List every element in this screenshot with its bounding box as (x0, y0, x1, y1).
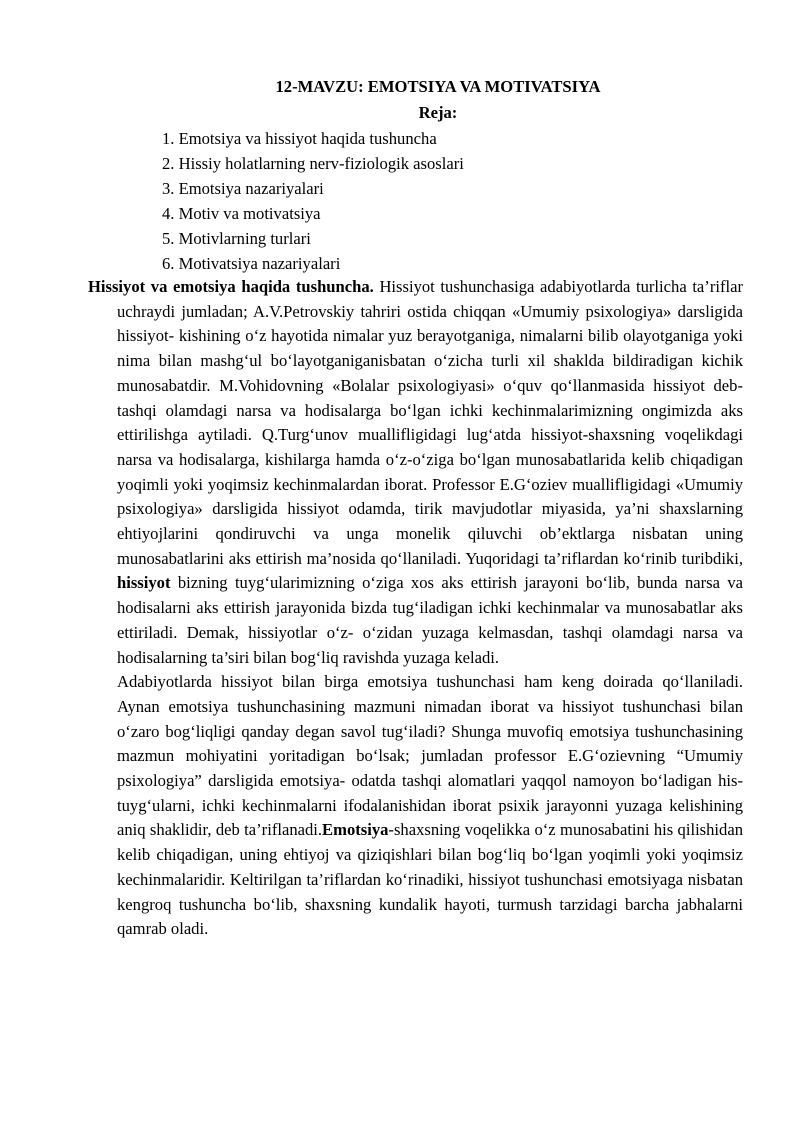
bold-term: Emotsiya (322, 820, 389, 840)
plan-item: 6. Motivatsiya nazariyalari (162, 254, 341, 273)
paragraph-text: Adabiyotlarda hissiyot bilan birga emotsiya tushunchasi ham keng doirada qo‘llaniladi. Aynan emotsiya tushunchasining mazmuni nimadan iborat va hissiyot tushunchasi bilan o‘zaro bog‘liqligi qanday degan savol tug‘iladi? Shunga muvofiq emotsiya tushunchasining mazmun mohiyatini yoritadigan bo‘lsak; jumladan professor E.G‘ozievning “Umumiy psixologiya” darsligida emotsiya- odatda tashqi alomatlari yaqqol namoyon bo‘ladigan his- tuyg‘ularni, ichki kechinmalarni ifodalanishidan iborat psixik jarayonni yuzaga kelishining aniq shaklidir, deb ta’riflanadi. (117, 672, 743, 840)
paragraph-text: bizning tuyg‘ularimizning o‘ziga xos aks ettirish jarayoni bo‘lib, bunda narsa va hodisalarni aks ettirish jarayonida bizda tug‘iladigan ichki kechinmalar va munosabatlar aks ettiriladi. Demak, hissiyotlar o‘z- o‘zidan yuzaga kelmasdan, tashqi olamdagi narsa va hodisalarning ta’siri bilan bog‘liq ravishda yuzaga keladi. (117, 573, 743, 667)
plan-item: 1. Emotsiya va hissiyot haqida tushuncha (162, 129, 437, 148)
paragraph-emotsiya (88, 670, 743, 942)
plan-list (162, 126, 464, 276)
bold-term: hissiyot (117, 573, 171, 593)
section-lead-heading: Hissiyot va emotsiya haqida tushuncha. (88, 277, 374, 296)
paragraph-hissiyot (88, 275, 743, 670)
body-text (88, 275, 743, 942)
page-title: 12-MAVZU: EMOTSIYA VA MOTIVATSIYA (275, 77, 601, 96)
plan-item: 3. Emotsiya nazariyalari (162, 179, 324, 198)
paragraph-text: Hissiyot tushunchasiga adabiyotlarda turlicha ta’riflar uchraydi jumladan; A.V.Petrovskiy tahriri ostida chiqqan «Umumiy psixologiya» darsligida hissiyot- kishining o‘z hayotida nimalar yuz berayotganiga, nimalarni bilib olayotganiga yoki nima bilan mashg‘ul bo‘layotganiganisbatan o‘zicha turli xil shaklda bildiradigan kichik munosabatdir. M.Vohidovning «Bolalar psixologiyasi» o‘quv qo‘llanmasida hissiyot deb-tashqi olamdagi narsa va hodisalarga bo‘lgan ichki kechinmalarimizning ongimizda aks ettirilishga aytiladi. Q.Turg‘unov muallifligidagi lug‘atda hissiyot-shaxsning voqelikdagi narsa va hodisalarga, kishilarga hamda o‘z-o‘ziga bo‘lgan munosabatlarida kelib chiqadigan yoqimli yoki yoqimsiz kechinmalardan iborat. Professor E.G‘oziev muallifligidagi «Umumiy psixologiya» darsligida hissiyot odamda, tirik mavjudotlar miyasida, ya’ni shaxslarning ehtiyojlarini qondiruvchi va unga monelik qiluvchi ob’ektlarga nisbatan uning munosabatlarini aks ettirish ma’nosida qo‘llaniladi. Yuqoridagi ta’riflardan ko‘rinib turibdiki, (117, 277, 743, 568)
plan-item: 2. Hissiy holatlarning nerv-fiziologik asoslari (162, 154, 464, 173)
plan-item: 4. Motiv va motivatsiya (162, 204, 321, 223)
plan-item: 5. Motivlarning turlari (162, 229, 311, 248)
plan-heading: Reja: (418, 103, 458, 122)
paragraph-text: -shaxsning voqelikka o‘z munosabatini his qilishidan kelib chiqadigan, uning ehtiyoj va qiziqishlari bilan bog‘liq bo‘lgan yoqimli yoki yoqimsiz kechinmalaridir. Keltirilgan ta’riflardan ko‘rinadiki, hissiyot tushunchasi emotsiyaga nisbatan kengroq tushuncha bo‘lib, shaxsning kundalik hayoti, turmush tarzidagi barcha jabhalarni qamrab oladi. (117, 820, 743, 939)
